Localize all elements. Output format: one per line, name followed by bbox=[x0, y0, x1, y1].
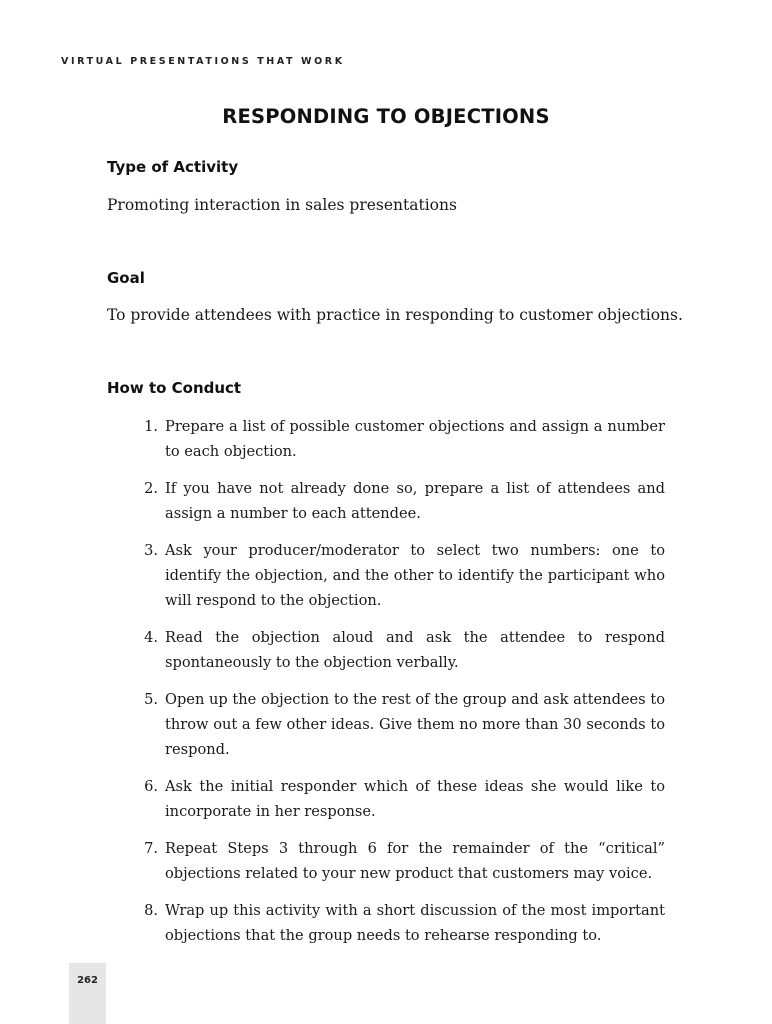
list-item bbox=[136, 836, 665, 886]
list-item bbox=[136, 625, 665, 675]
step-number: 5. bbox=[144, 691, 158, 708]
page-number-tab bbox=[69, 963, 106, 1024]
list-item bbox=[136, 687, 665, 762]
step-text: Wrap up this activity with a short discussion of the most important objections that the group needs to rehearse responding to. bbox=[165, 902, 665, 944]
steps-list bbox=[136, 414, 665, 960]
list-item bbox=[136, 476, 665, 526]
step-number: 4. bbox=[144, 629, 158, 646]
step-number: 3. bbox=[144, 542, 158, 559]
page-number: 262 bbox=[77, 975, 98, 986]
running-head: VIRTUAL PRESENTATIONS THAT WORK bbox=[61, 56, 345, 67]
step-text: Read the objection aloud and ask the attendee to respond spontaneously to the objection verbally. bbox=[165, 629, 665, 671]
heading-type-of-activity: Type of Activity bbox=[107, 158, 239, 176]
list-item bbox=[136, 898, 665, 948]
goal-text: To provide attendees with practice in responding to customer objections. bbox=[107, 306, 683, 324]
step-number: 1. bbox=[144, 418, 158, 435]
page-title: RESPONDING TO OBJECTIONS bbox=[222, 105, 550, 128]
step-text: Open up the objection to the rest of the group and ask attendees to throw out a few other ideas. Give them no more than 30 seconds to respond. bbox=[165, 691, 665, 758]
step-number: 6. bbox=[144, 778, 158, 795]
list-item bbox=[136, 538, 665, 613]
step-number: 8. bbox=[144, 902, 158, 919]
step-number: 7. bbox=[144, 840, 158, 857]
step-text: Ask the initial responder which of these ideas she would like to incorporate in her response. bbox=[165, 778, 665, 820]
step-number: 2. bbox=[144, 480, 158, 497]
step-text: Ask your producer/moderator to select two numbers: one to identify the objection, and the other to identify the participant who will respond to the objection. bbox=[165, 542, 665, 609]
step-text: Prepare a list of possible customer objections and assign a number to each objection. bbox=[165, 418, 665, 460]
step-text: If you have not already done so, prepare a list of attendees and assign a number to each attendee. bbox=[165, 480, 665, 522]
list-item bbox=[136, 774, 665, 824]
heading-goal: Goal bbox=[107, 269, 145, 287]
step-text: Repeat Steps 3 through 6 for the remainder of the “critical” objections related to your new product that customers may voice. bbox=[165, 840, 665, 882]
list-item bbox=[136, 414, 665, 464]
type-of-activity-text: Promoting interaction in sales presentations bbox=[107, 196, 457, 214]
heading-how-to-conduct: How to Conduct bbox=[107, 379, 242, 397]
